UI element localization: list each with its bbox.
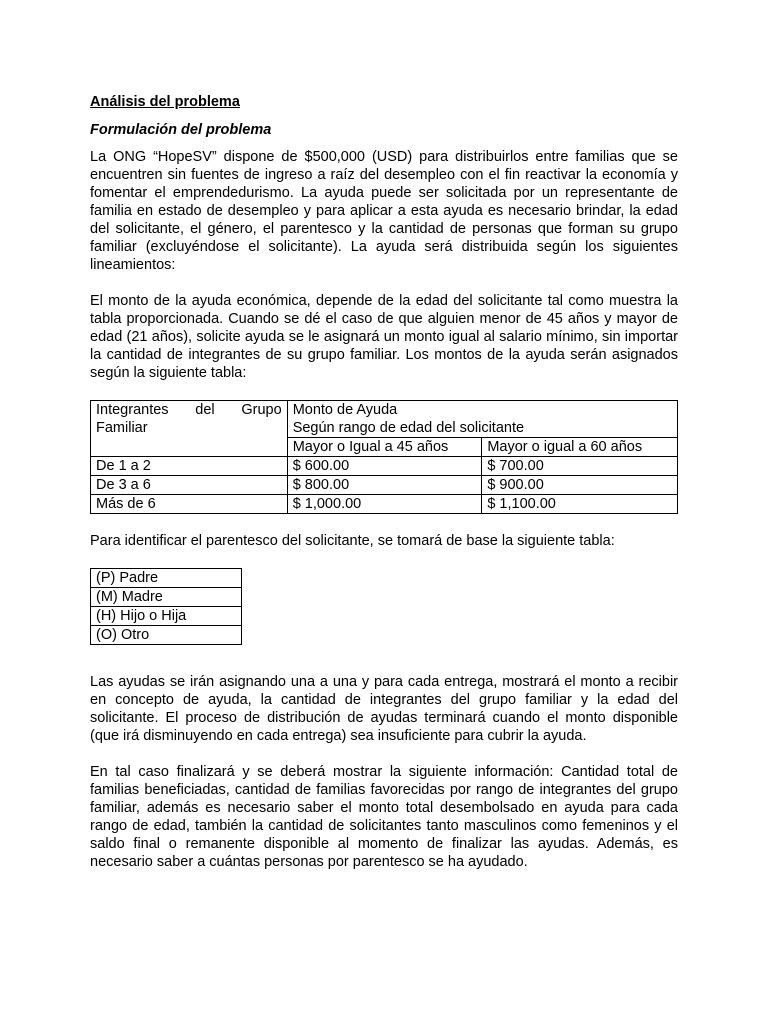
table-row [91, 457, 678, 476]
table-cell: $ 800.00 [287, 476, 482, 495]
table-header-cell [287, 401, 677, 438]
table-cell: $ 900.00 [482, 476, 678, 495]
table-row [91, 476, 678, 495]
table-cell: De 3 a 6 [91, 476, 288, 495]
table-row [91, 588, 242, 607]
kinship-table [90, 568, 242, 645]
table-cell: $ 600.00 [287, 457, 482, 476]
paragraph-intro: La ONG “HopeSV” dispone de $500,000 (USD) para distribuirlos entre familias que se encuentren sin fuentes de ingreso a raíz del desempleo con el fin reactivar la economía y fomentar el emprendedurismo. La ayuda puede ser solicitada por un representante de familia en estado de desempleo y para aplicar a esta ayuda es necesario brindar, la edad del solicitante, el género, el parentesco y la cantidad de personas que forman su grupo familiar (excluyéndose el solicitante). La ayuda será distribuida según los siguientes lineamientos: [90, 149, 678, 273]
table-row [91, 401, 678, 438]
amount-header-subtitle: Según rango de edad del solicitante [292, 420, 525, 436]
table-cell: (M) Madre [91, 588, 242, 607]
paragraph-aid-amount: El monto de la ayuda económica, depende de la edad del solicitante tal como muestra la tabla proporcionada. Cuando se dé el caso de que alguien menor de 45 años y mayor de edad (21 años), solicite ayuda se le asignará un monto igual al salario mínimo, sin importar la cantidad de integrantes de su grupo familiar. Los montos de la ayuda serán asignados según la siguiente tabla: [90, 293, 678, 381]
table-cell: $ 1,000.00 [287, 495, 482, 514]
table-row [91, 626, 242, 645]
amount-header-title: Monto de Ayuda [292, 402, 398, 418]
table-cell: De 1 a 2 [91, 457, 288, 476]
section-subheading: Formulación del problema [90, 122, 272, 138]
paragraph-kinship-intro: Para identificar el parentesco del solicitante, se tomará de base la siguiente tabla: [90, 533, 615, 549]
table-header-cell: Mayor o igual a 60 años [482, 438, 678, 457]
table-cell: Más de 6 [91, 495, 288, 514]
section-heading: Análisis del problema [90, 94, 240, 110]
document-page [90, 92, 678, 889]
table-cell: (H) Hijo o Hija [91, 607, 242, 626]
aid-amount-table [90, 400, 678, 514]
table-header-cell: Integrantes del Grupo Familiar [91, 401, 288, 457]
paragraph-distribution: Las ayudas se irán asignando una a una y para cada entrega, mostrará el monto a recibir en concepto de ayuda, la cantidad de integrantes del grupo familiar y la edad del solicitante. El proceso de distribución de ayudas terminará cuando el monto disponible (que irá disminuyendo en cada entrega) sea insuficiente para cubrir la ayuda. [90, 674, 678, 744]
table-cell: (P) Padre [91, 569, 242, 588]
table-row [91, 495, 678, 514]
table-cell: $ 1,100.00 [482, 495, 678, 514]
table-cell: (O) Otro [91, 626, 242, 645]
table-cell: $ 700.00 [482, 457, 678, 476]
table-row [91, 569, 242, 588]
table-header-cell: Mayor o Igual a 45 años [287, 438, 482, 457]
paragraph-final-report: En tal caso finalizará y se deberá mostrar la siguiente información: Cantidad total de familias beneficiadas, cantidad de familias favorecidas por rango de integrantes del grupo familiar, además es necesario saber el monto total desembolsado en ayuda para cada rango de edad, también la cantidad de solicitantes tanto masculinos como femeninos y el saldo final o remanente disponible al momento de finalizar las ayudas. Además, es necesario saber a cuántas personas por parentesco se ha ayudado. [90, 764, 678, 870]
table-row [91, 607, 242, 626]
